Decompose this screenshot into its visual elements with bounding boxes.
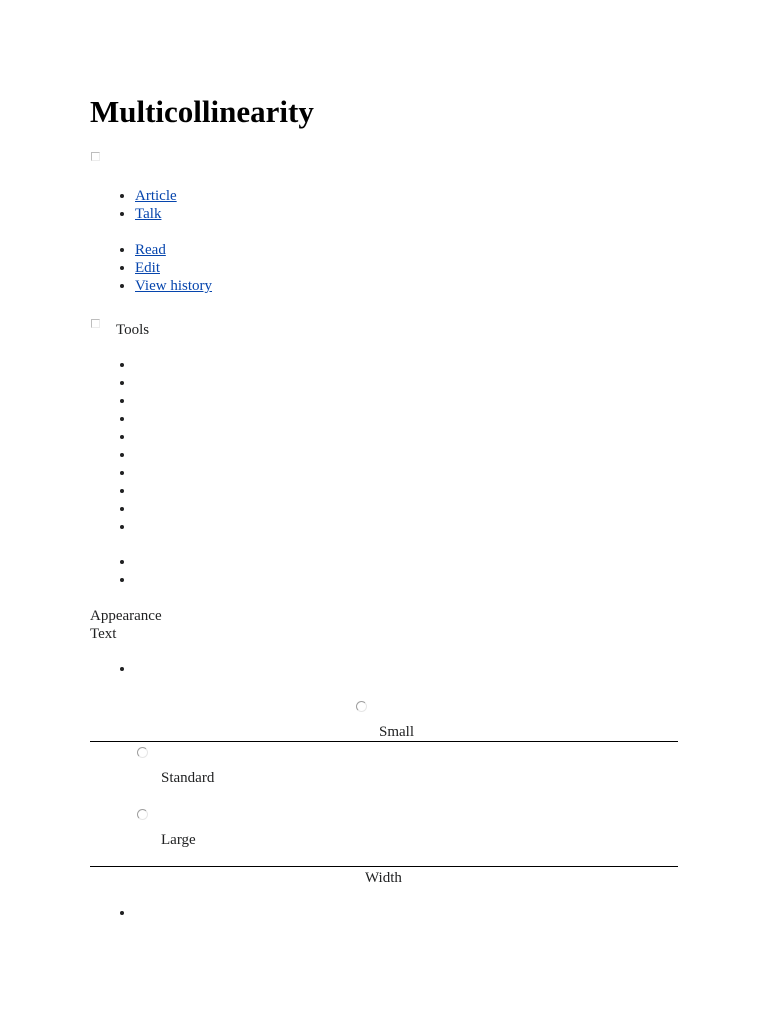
tools-menu-checkbox[interactable] <box>91 319 100 328</box>
tab-view-history-link[interactable]: View history <box>135 278 213 294</box>
divider <box>90 741 678 742</box>
text-size-list <box>90 660 135 678</box>
text-size-standard-label[interactable]: Standard <box>161 770 215 786</box>
tab-edit <box>135 259 212 277</box>
tab-read <box>135 241 212 259</box>
tab-read-link[interactable]: Read <box>135 242 166 258</box>
page-title: Multicollinearity <box>90 94 314 129</box>
appearance-heading: Appearance <box>90 608 162 624</box>
tab-article <box>135 187 177 205</box>
tools-list-primary <box>90 356 135 536</box>
tab-article-link[interactable]: Article <box>135 188 177 204</box>
main-menu-checkbox[interactable] <box>91 152 100 161</box>
view-tabs <box>90 241 212 295</box>
text-size-small-label[interactable]: Small <box>379 724 415 740</box>
text-size-small-radio[interactable] <box>356 701 367 712</box>
width-list <box>90 904 135 922</box>
tab-view-history <box>135 277 212 295</box>
tab-edit-link[interactable]: Edit <box>135 260 160 276</box>
tab-talk <box>135 205 177 223</box>
divider <box>90 866 678 867</box>
text-heading: Text <box>90 626 117 642</box>
tab-talk-link[interactable]: Talk <box>135 206 162 222</box>
tools-list-secondary <box>90 553 135 589</box>
text-size-standard-radio[interactable] <box>137 747 148 758</box>
text-size-large-label[interactable]: Large <box>161 832 196 848</box>
text-size-large-radio[interactable] <box>137 809 148 820</box>
namespace-tabs <box>90 187 177 223</box>
tools-label[interactable]: Tools <box>116 322 150 338</box>
width-heading: Width <box>365 870 402 886</box>
